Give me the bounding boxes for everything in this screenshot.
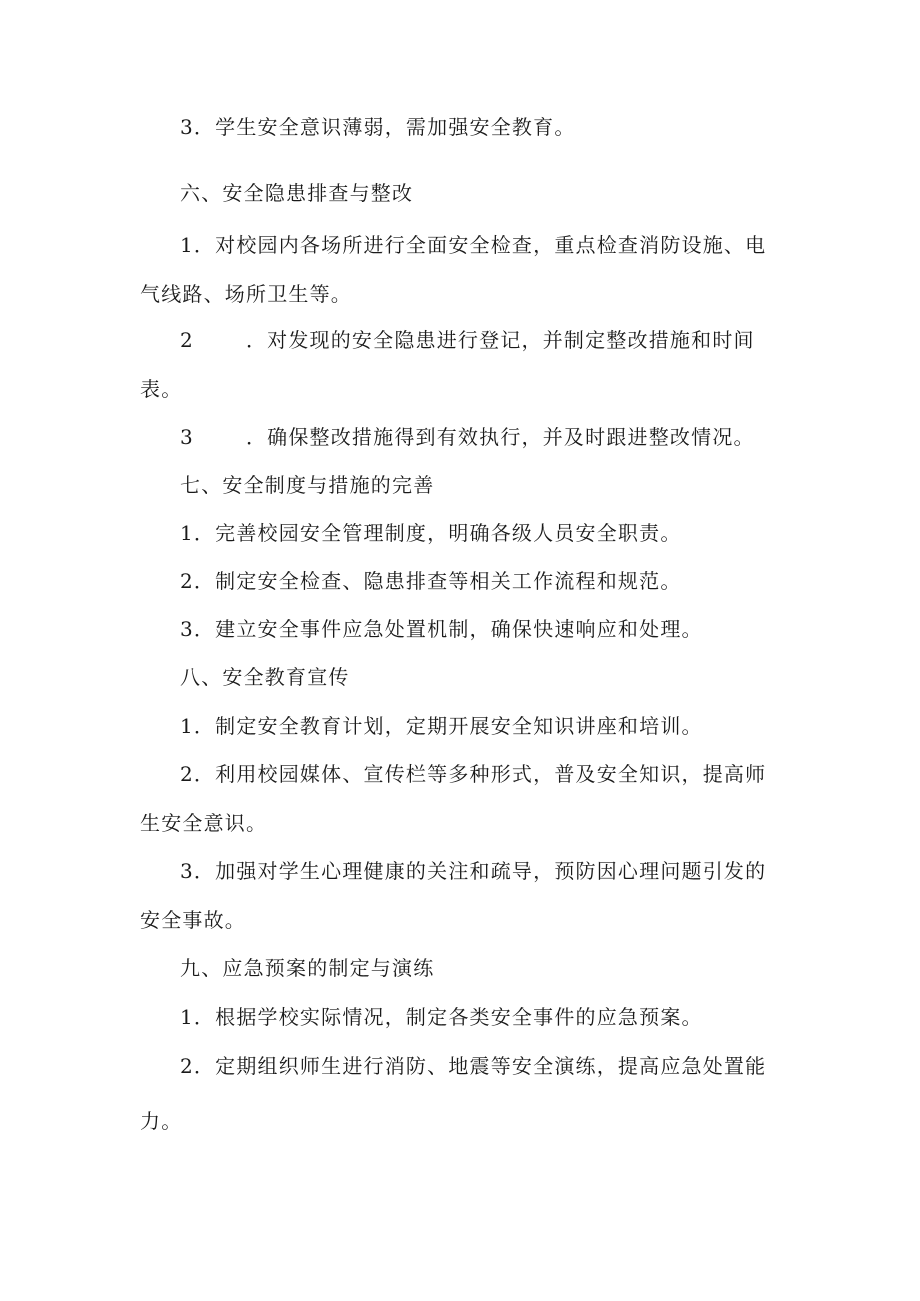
section-heading-7: 七、安全制度与措施的完善 [180,473,435,497]
list-item-2-drill: 2．定期组织师生进行消防、地震等安全演练，提高应急处置能 [180,1054,767,1078]
list-item-3-psychology-cont: 安全事故。 [140,908,246,932]
list-item-2-process: 2．制定安全检查、隐患排查等相关工作流程和规范。 [180,569,682,593]
list-item-1-system: 1．完善校园安全管理制度，明确各级人员安全职责。 [180,521,682,545]
list-item-3-execution [180,424,755,450]
list-item-text: ．对发现的安全隐患进行登记，并制定整改措施和时间 [245,328,755,352]
list-item-2-media: 2．利用校园媒体、宣传栏等多种形式，普及安全知识，提高师 [180,762,767,786]
list-item-1-contingency: 1．根据学校实际情况，制定各类安全事件的应急预案。 [180,1005,703,1029]
section-heading-8: 八、安全教育宣传 [180,665,350,689]
list-item-3-mechanism: 3．建立安全事件应急处置机制，确保快速响应和处理。 [180,617,703,641]
section-heading-9: 九、应急预案的制定与演练 [180,956,435,980]
list-item-text: ．确保整改措施得到有效执行，并及时跟进整改情况。 [245,425,755,449]
section-heading-6: 六、安全隐患排查与整改 [180,181,414,205]
list-item-3-psychology: 3．加强对学生心理健康的关注和疏导，预防因心理问题引发的 [180,859,767,883]
list-item-2-drill-cont: 力。 [140,1109,183,1133]
list-item-3-awareness: 3．学生安全意识薄弱，需加强安全教育。 [180,115,576,139]
list-item-1-inspection: 1．对校园内各场所进行全面安全检查，重点检查消防设施、电 [180,233,767,257]
list-item-2-registration-cont: 表。 [140,377,183,401]
list-item-1-inspection-cont: 气线路、场所卫生等。 [140,282,352,306]
list-item-2-media-cont: 生安全意识。 [140,811,268,835]
list-number: 2 [180,328,194,352]
list-item-2-registration [180,327,755,353]
list-item-1-plan: 1．制定安全教育计划，定期开展安全知识讲座和培训。 [180,714,703,738]
list-number: 3 [180,425,194,449]
